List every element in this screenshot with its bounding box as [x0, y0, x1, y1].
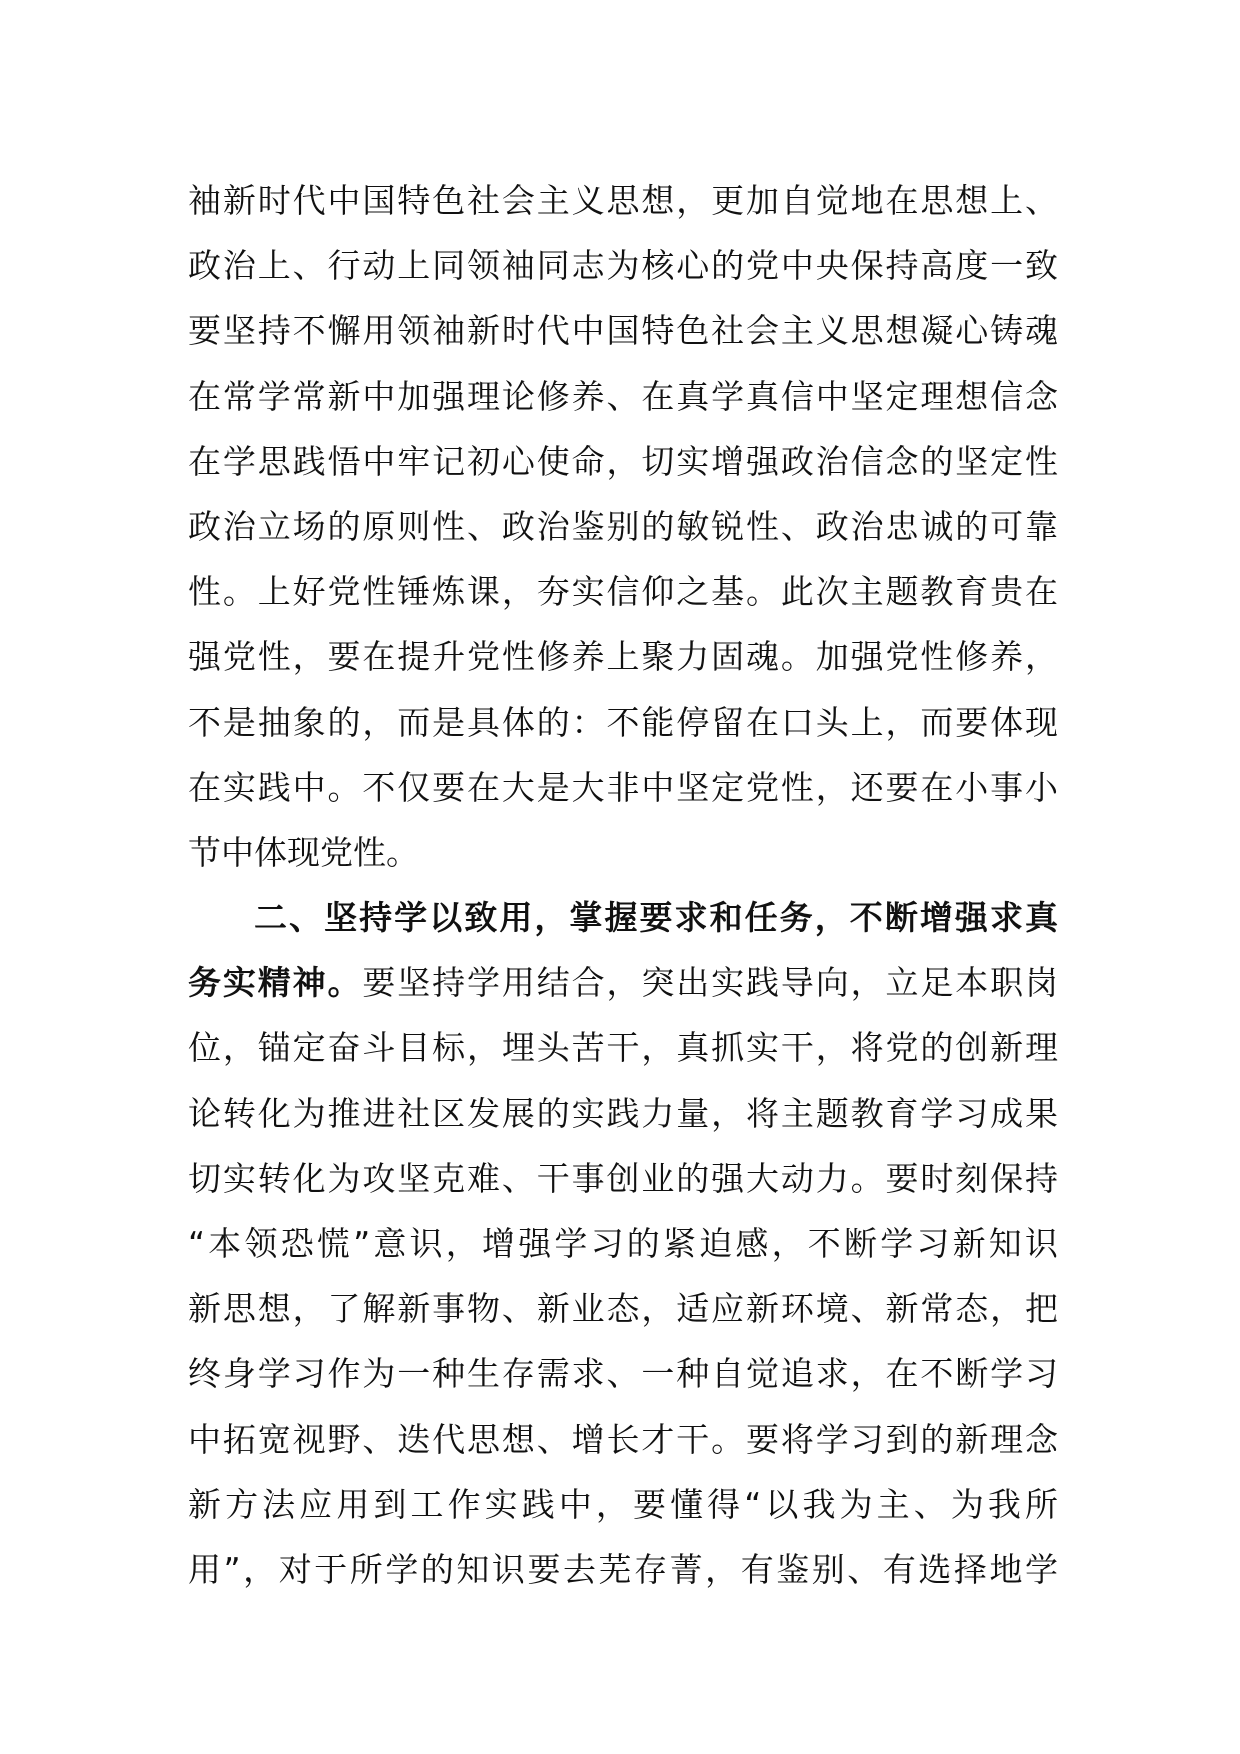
- text-line: 性。上好党性锤炼课，夯实信仰之基。此次主题教育贵在: [188, 572, 1058, 612]
- text-line: 节中体现党性。: [188, 832, 419, 872]
- section-heading-end: 务实精神。: [188, 963, 363, 1003]
- section-heading: 二、坚持学以致用，掌握要求和任务，不断增强求真: [254, 898, 1058, 938]
- text-line: 袖新时代中国特色社会主义思想，更加自觉地在思想上、: [188, 181, 1058, 220]
- text-line: 强党性，要在提升党性修养上聚力固魂。加强党性修养，: [188, 637, 1058, 677]
- text-line: 在常学常新中加强理论修养、在真学真信中坚定理想信念: [188, 376, 1058, 416]
- text-line: 中拓宽视野、迭代思想、增长才干。要将学习到的新理念: [188, 1419, 1058, 1459]
- text-line: 要坚持不懈用领袖新时代中国特色社会主义思想凝心铸魂: [188, 311, 1058, 351]
- text-segment: 要坚持学用结合，突出实践导向，立足本职岗: [362, 963, 1058, 1003]
- text-line: 论转化为推进社区发展的实践力量，将主题教育学习成果: [188, 1093, 1058, 1133]
- text-line: 位，锚定奋斗目标，埋头苦干，真抓实干，将党的创新理: [188, 1028, 1058, 1068]
- text-line: 在实践中。不仅要在大是大非中坚定党性，还要在小事小: [188, 767, 1058, 807]
- text-line: 政治立场的原则性、政治鉴别的敏锐性、政治忠诚的可靠: [188, 506, 1058, 546]
- text-line: 终身学习作为一种生存需求、一种自觉追求，在不断学习: [188, 1354, 1058, 1394]
- text-line: [188, 950, 1058, 1015]
- body-text: [188, 168, 1058, 1602]
- text-line: 新思想，了解新事物、新业态，适应新环境、新常态，把: [188, 1289, 1058, 1329]
- text-line: 不是抽象的，而是具体的：不能停留在口头上，而要体现: [188, 702, 1058, 742]
- text-line: 用”，对于所学的知识要去芜存菁，有鉴别、有选择地学: [188, 1549, 1058, 1589]
- text-line: 政治上、行动上同领袖同志为核心的党中央保持高度一致: [188, 246, 1058, 286]
- text-line: 新方法应用到工作实践中，要懂得“以我为主、为我所: [188, 1484, 1058, 1524]
- text-line: 在学思践悟中牢记初心使命，切实增强政治信念的坚定性: [188, 441, 1058, 481]
- text-line: “本领恐慌”意识，增强学习的紧迫感，不断学习新知识: [188, 1224, 1058, 1263]
- text-line: 切实转化为攻坚克难、干事创业的强大动力。要时刻保持: [188, 1158, 1058, 1198]
